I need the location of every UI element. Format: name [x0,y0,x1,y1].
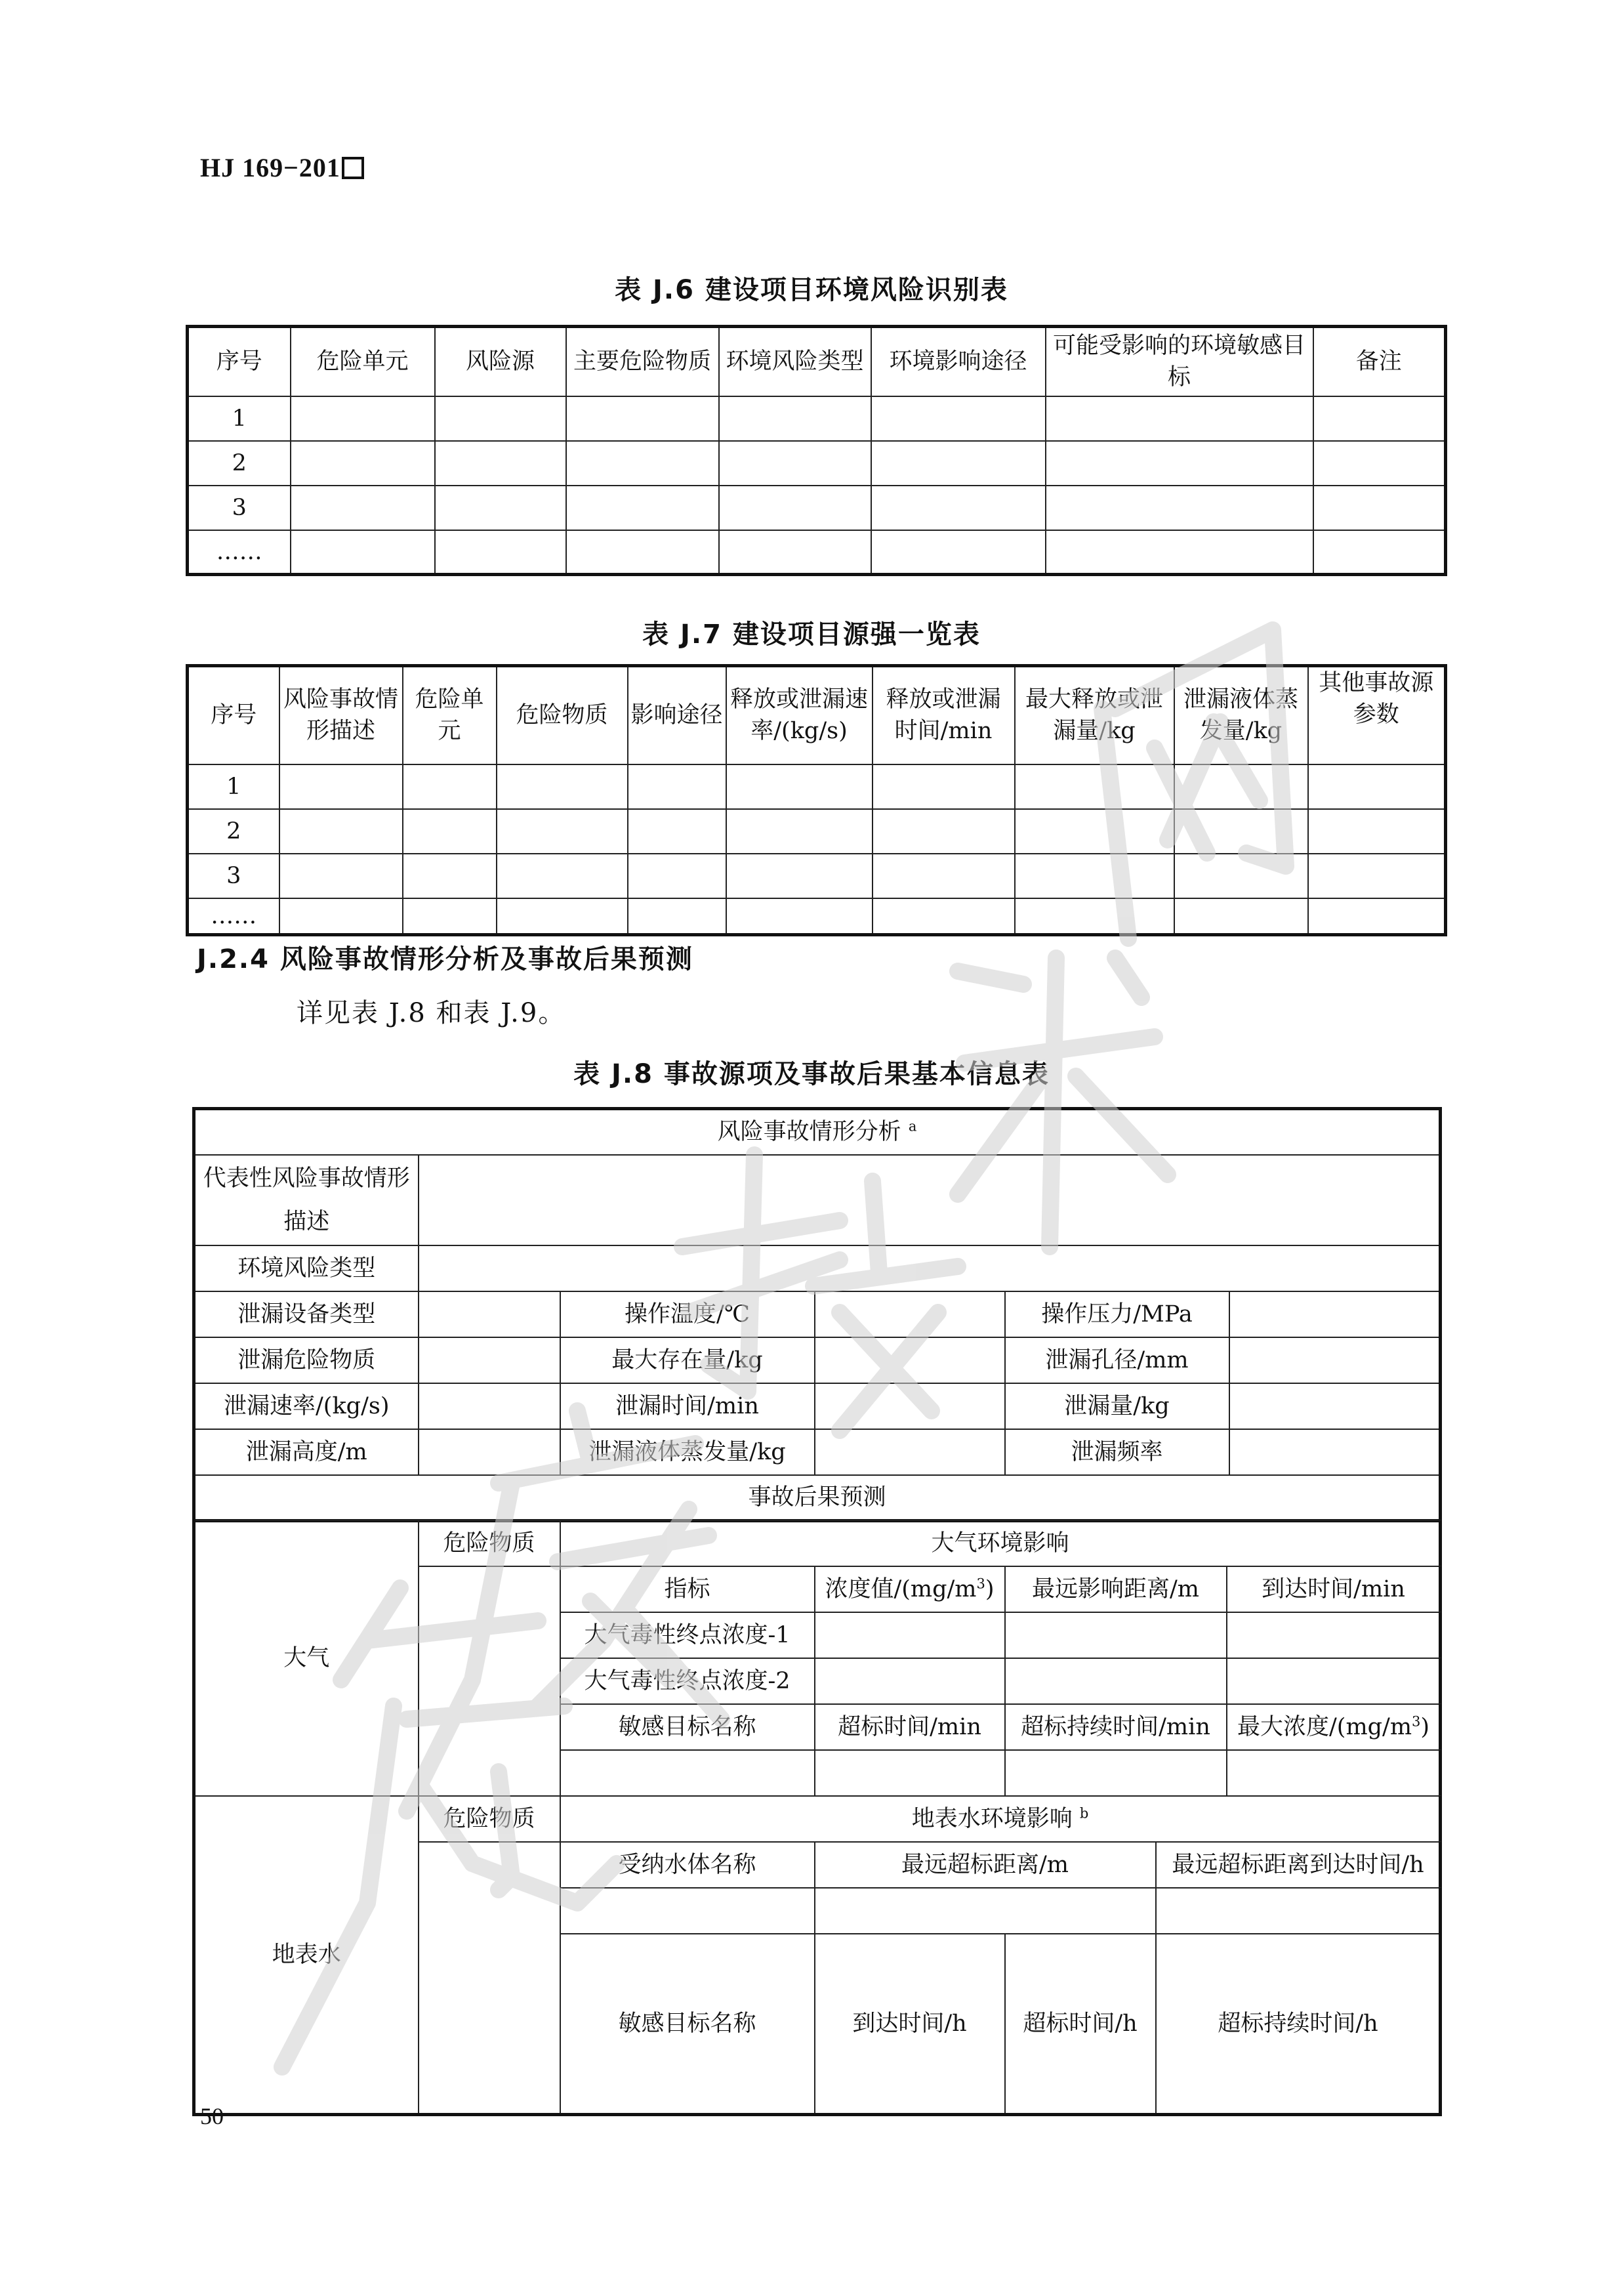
row-index: 1 [188,764,279,809]
header-cell: 泄漏液体蒸发量/kg [1174,666,1308,764]
consequence-header-row [194,1475,1441,1521]
table-j8 [192,1107,1442,1522]
header-cell: 影响途径 [628,666,726,764]
table-j7-title: 表 J.7 建设项目源强一览表 [642,619,981,650]
row-index: 2 [188,441,291,486]
table-row [194,1796,1441,1842]
table-row [188,441,1446,486]
header-cell: 可能受影响的环境敏感目标 [1046,327,1313,396]
header-cell: 主要危险物质 [566,327,719,396]
atmo-sensitive-target-header: 敏感目标名称 [560,1704,815,1750]
table-row [188,764,1446,809]
document-code: HJ 169−201 [200,152,364,183]
leak-height-label: 泄漏高度/m [194,1429,419,1475]
consequence-header: 事故后果预测 [194,1475,1441,1521]
header-cell: 环境影响途径 [871,327,1046,396]
atmo-exceed-time-header: 超标时间/min [815,1704,1005,1750]
sw-arrival-time-header: 到达时间/h [815,1934,1005,2115]
max-storage-label: 最大存在量/kg [560,1337,815,1383]
rep-scenario-row [194,1155,1441,1245]
header-cell: 备注 [1313,327,1446,396]
atmo-impact-header: 大气环境影响 [560,1520,1441,1566]
table-row [188,854,1446,898]
table-row [188,396,1446,441]
header-cell: 危险单元 [291,327,435,396]
atmosphere-label: 大气 [194,1520,419,1796]
leak-device-type-label: 泄漏设备类型 [194,1291,419,1337]
header-cell: 风险事故情形描述 [279,666,403,764]
header-cell: 其他事故源参数 [1308,666,1446,764]
table-j8-title: 表 J.8 事故源项及事故后果基本信息表 [573,1059,1050,1089]
header-cell: 序号 [188,666,279,764]
row-index: …… [188,530,291,575]
table-row [194,1520,1441,1566]
atmo-indicator-header: 指标 [560,1566,815,1612]
header-cell: 危险物质 [497,666,628,764]
leak-substance-label: 泄漏危险物质 [194,1337,419,1383]
atmo-exceed-duration-header: 超标持续时间/min [1005,1704,1227,1750]
leak-frequency-label: 泄漏频率 [1005,1429,1229,1475]
table-row [188,486,1446,530]
header-cell: 环境风险类型 [719,327,871,396]
operating-pressure-label: 操作压力/MPa [1005,1291,1229,1337]
table-j8-consequence [192,1520,1442,2116]
sw-impact-header: 地表水环境影响 $^b$ [560,1796,1441,1842]
header-cell: 序号 [188,327,291,396]
toxic-endpoint-2-label: 大气毒性终点浓度-2 [560,1658,815,1704]
table-row [188,809,1446,854]
header-cell: 风险源 [435,327,566,396]
header-cell: 释放或泄漏时间/min [873,666,1015,764]
row-index: 3 [188,486,291,530]
page-number: 50 [200,2103,224,2129]
table-j7 [186,664,1447,936]
header-cell: 最大释放或泄漏量/kg [1015,666,1174,764]
sw-receiving-water-header: 受纳水体名称 [560,1842,815,1888]
env-risk-type-label: 环境风险类型 [194,1245,419,1291]
placeholder-box [342,157,364,179]
table-row [194,1383,1441,1429]
atmo-max-distance-header: 最远影响距离/m [1005,1566,1227,1612]
leak-rate-label: 泄漏速率/(kg/s) [194,1383,419,1429]
sw-max-exceed-arrival-header: 最远超标距离到达时间/h [1156,1842,1441,1888]
atmo-concentration-header: 浓度值$/(mg/m^3)$ [815,1566,1005,1612]
leak-aperture-label: 泄漏孔径/mm [1005,1337,1229,1383]
table-row [188,530,1446,575]
toxic-endpoint-1-label: 大气毒性终点浓度-1 [560,1612,815,1658]
row-index: 1 [188,396,291,441]
env-risk-type-row [194,1245,1441,1291]
operating-temp-label: 操作温度/℃ [560,1291,815,1337]
header-cell: 释放或泄漏速率/(kg/s) [726,666,873,764]
liquid-evap-label: 泄漏液体蒸发量/kg [560,1429,815,1475]
table-row [194,1337,1441,1383]
table-row [194,1429,1441,1475]
sw-exceed-time-header: 超标时间/h [1005,1934,1156,2115]
leak-time-label: 泄漏时间/min [560,1383,815,1429]
sw-exceed-duration-header: 超标持续时间/h [1156,1934,1441,2115]
sw-max-exceed-distance-header: 最远超标距离/m [815,1842,1156,1888]
surface-water-label: 地表水 [194,1796,419,2115]
atmo-hazard-substance-label: 危险物质 [419,1520,560,1566]
table-row [194,1291,1441,1337]
table-j6-header-row [188,327,1446,396]
sw-sensitive-target-header: 敏感目标名称 [560,1934,815,2115]
table-j6 [186,325,1447,576]
row-index: 3 [188,854,279,898]
table-j7-header-row [188,666,1446,764]
scenario-header-row [194,1109,1441,1155]
rep-scenario-label: 代表性风险事故情形描述 [194,1155,419,1245]
sw-hazard-substance-label: 危险物质 [419,1796,560,1842]
table-row [188,898,1446,935]
leak-amount-label: 泄漏量/kg [1005,1383,1229,1429]
header-cell: 危险单元 [403,666,497,764]
atmo-max-conc-header: 最大浓度$/(mg/m^3)$ [1227,1704,1441,1750]
scenario-header: 风险事故情形分析 $^a$ [194,1109,1441,1155]
table-j6-title: 表 J.6 建设项目环境风险识别表 [615,275,1008,305]
row-index: …… [188,898,279,935]
atmo-arrival-time-header: 到达时间/min [1227,1566,1441,1612]
section-paragraph: 详见表 J.8 和表 J.9。 [297,998,566,1028]
row-index: 2 [188,809,279,854]
section-heading: J.2.4 风险事故情形分析及事故后果预测 [197,944,693,974]
